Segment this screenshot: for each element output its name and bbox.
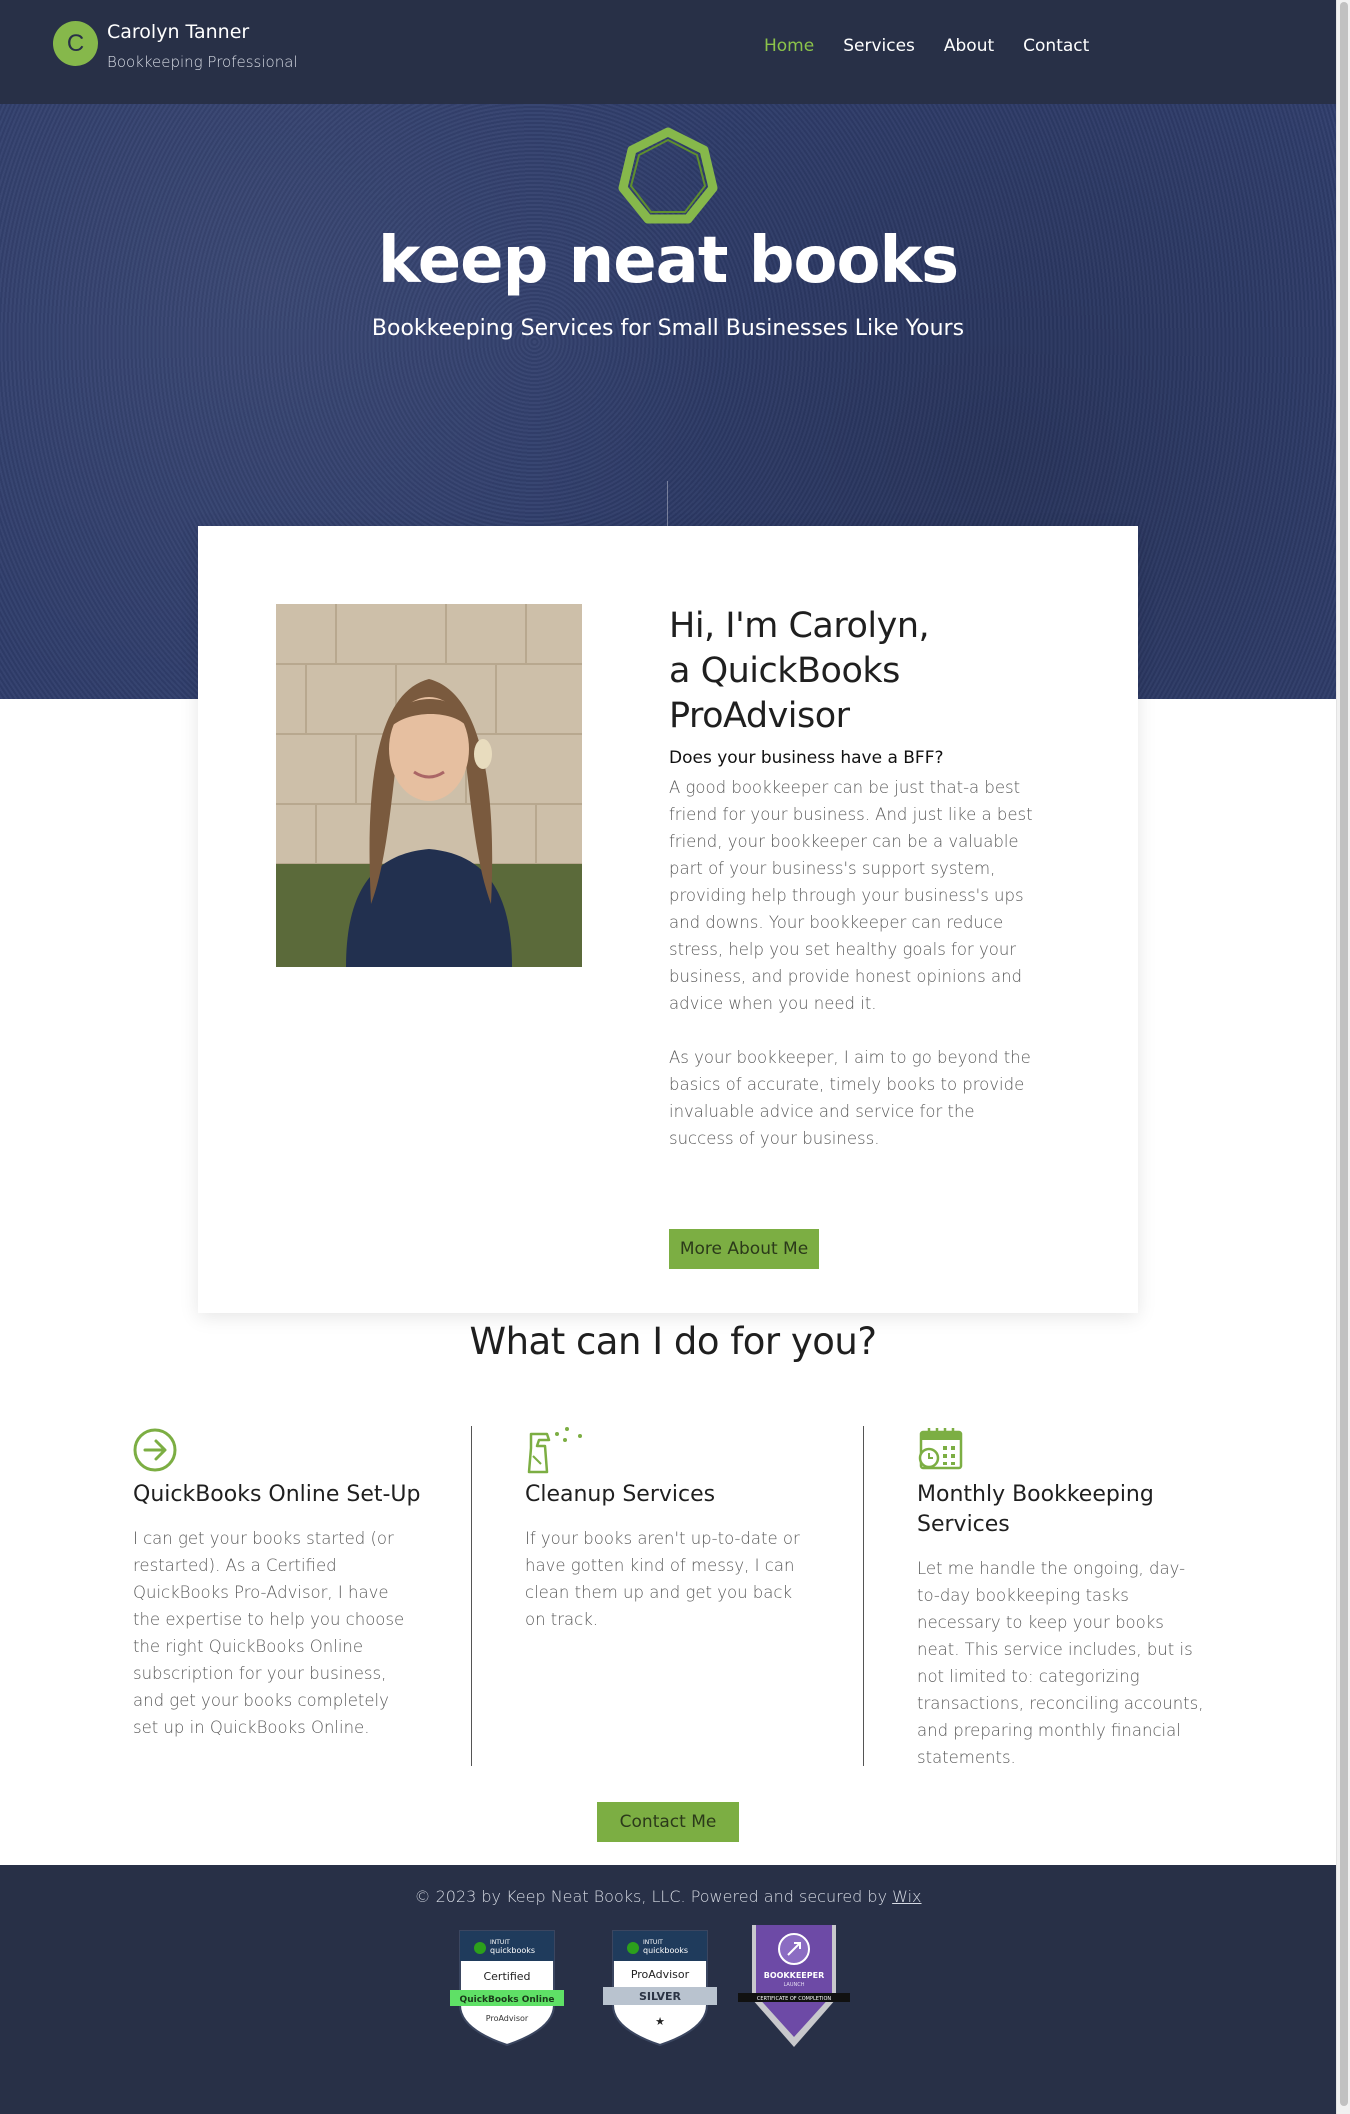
heptagon-logo-icon <box>615 124 721 230</box>
badge-line-1: BOOKKEEPER <box>763 1971 825 1980</box>
badge-line-3: ProAdvisor <box>485 2014 529 2023</box>
portrait-photo <box>276 604 582 967</box>
quickbooks-proadvisor-silver-badge <box>601 1925 719 2049</box>
intro-body <box>669 774 1041 1152</box>
service-divider <box>863 1426 864 1766</box>
badge-line-3: CERTIFICATE OF COMPLETION <box>756 1996 832 2002</box>
intro-heading-line-1: Hi, I'm Carolyn, <box>669 606 930 646</box>
contact-me-button[interactable]: Contact Me <box>597 1802 739 1842</box>
badge-brand: quickbooks <box>643 1946 689 1955</box>
badge-line-2: SILVER <box>638 1990 682 2003</box>
service-title: QuickBooks Online Set-Up <box>133 1482 421 1507</box>
intro-paragraph-1: A good bookkeeper can be just that-a best friend for your business. And just like a best friend, your bookkeeper can be a valuable part of your business's support system, providing help through your business's ups and downs. Your bookkeeper can reduce stress, help you set healthy goals for your business, and provide honest opinions and advice when you need it. <box>669 778 1033 1013</box>
service-description: I can get your books started (or restarted). As a Certified QuickBooks Pro-Advisor, I have the expertise to help you choose the right QuickBooks Online subscription for your business, and get your books completely set up in QuickBooks Online. <box>133 1529 405 1737</box>
bookkeeper-launch-badge <box>738 1923 850 2051</box>
site-footer <box>0 1865 1336 2114</box>
copyright-label: © 2023 by Keep Neat Books, LLC. Powered and secured by <box>414 1887 893 1906</box>
site-owner-name[interactable]: Carolyn Tanner <box>107 21 250 43</box>
more-about-me-button[interactable]: More About Me <box>669 1229 819 1269</box>
intro-card <box>198 526 1138 1313</box>
nav-about[interactable]: About <box>943 36 995 56</box>
arrow-circle-icon <box>133 1426 181 1474</box>
services-heading: What can I do for you? <box>469 1320 877 1363</box>
badge-line-1: Certified <box>483 1970 531 1983</box>
badge-line-2: QuickBooks Online <box>459 1995 555 2005</box>
bff-question: Does your business have a BFF? <box>669 748 944 768</box>
intro-heading <box>669 604 1089 739</box>
badge-line-1: ProAdvisor <box>630 1968 690 1981</box>
calendar-clock-icon <box>917 1426 965 1474</box>
intro-heading-line-2: a QuickBooks ProAdvisor <box>669 651 900 736</box>
main-nav <box>764 36 1118 56</box>
service-title: Cleanup Services <box>525 1482 716 1507</box>
site-owner-title: Bookkeeping Professional <box>107 53 298 71</box>
nav-services[interactable]: Services <box>843 36 915 56</box>
service-title: Monthly Bookkeeping Services <box>917 1482 1154 1537</box>
spray-bottle-icon <box>525 1426 589 1474</box>
nav-home[interactable]: Home <box>764 36 815 56</box>
badge-line-2: LAUNCH <box>783 1982 805 1988</box>
logo-avatar[interactable]: C <box>53 21 98 66</box>
site-header <box>0 0 1336 104</box>
wix-link[interactable]: Wix <box>892 1887 922 1906</box>
scrollbar-thumb[interactable] <box>1340 2 1348 2106</box>
nav-contact[interactable]: Contact <box>1023 36 1090 56</box>
portrait-image <box>276 604 582 967</box>
badge-line-3: ★ <box>655 2015 665 2028</box>
hero-title: keep neat books <box>377 224 959 298</box>
badge-brand-top: INTUIT <box>643 1939 663 1946</box>
service-description: If your books aren't up-to-date or have gotten kind of messy, I can clean them up and get you back on track. <box>525 1529 800 1629</box>
service-divider <box>471 1426 472 1766</box>
service-description: Let me handle the ongoing, day-to-day bookkeeping tasks necessary to keep your books neat. This service includes, but is not limited to: categorizing transactions, reconciling accounts, and preparing monthly financial statements. <box>917 1559 1204 1767</box>
copyright-text <box>0 1887 1336 1906</box>
intro-paragraph-2: As your bookkeeper, I aim to go beyond the basics of accurate, timely books to provide invaluable advice and service for the success of your business. <box>669 1048 1031 1148</box>
badge-brand-top: INTUIT <box>490 1939 510 1946</box>
page-scrollbar[interactable] <box>1336 0 1350 2114</box>
badge-brand: quickbooks <box>490 1946 536 1955</box>
hero-subtitle: Bookkeeping Services for Small Businesses Like Yours <box>371 316 965 341</box>
quickbooks-certified-badge <box>448 1925 566 2049</box>
